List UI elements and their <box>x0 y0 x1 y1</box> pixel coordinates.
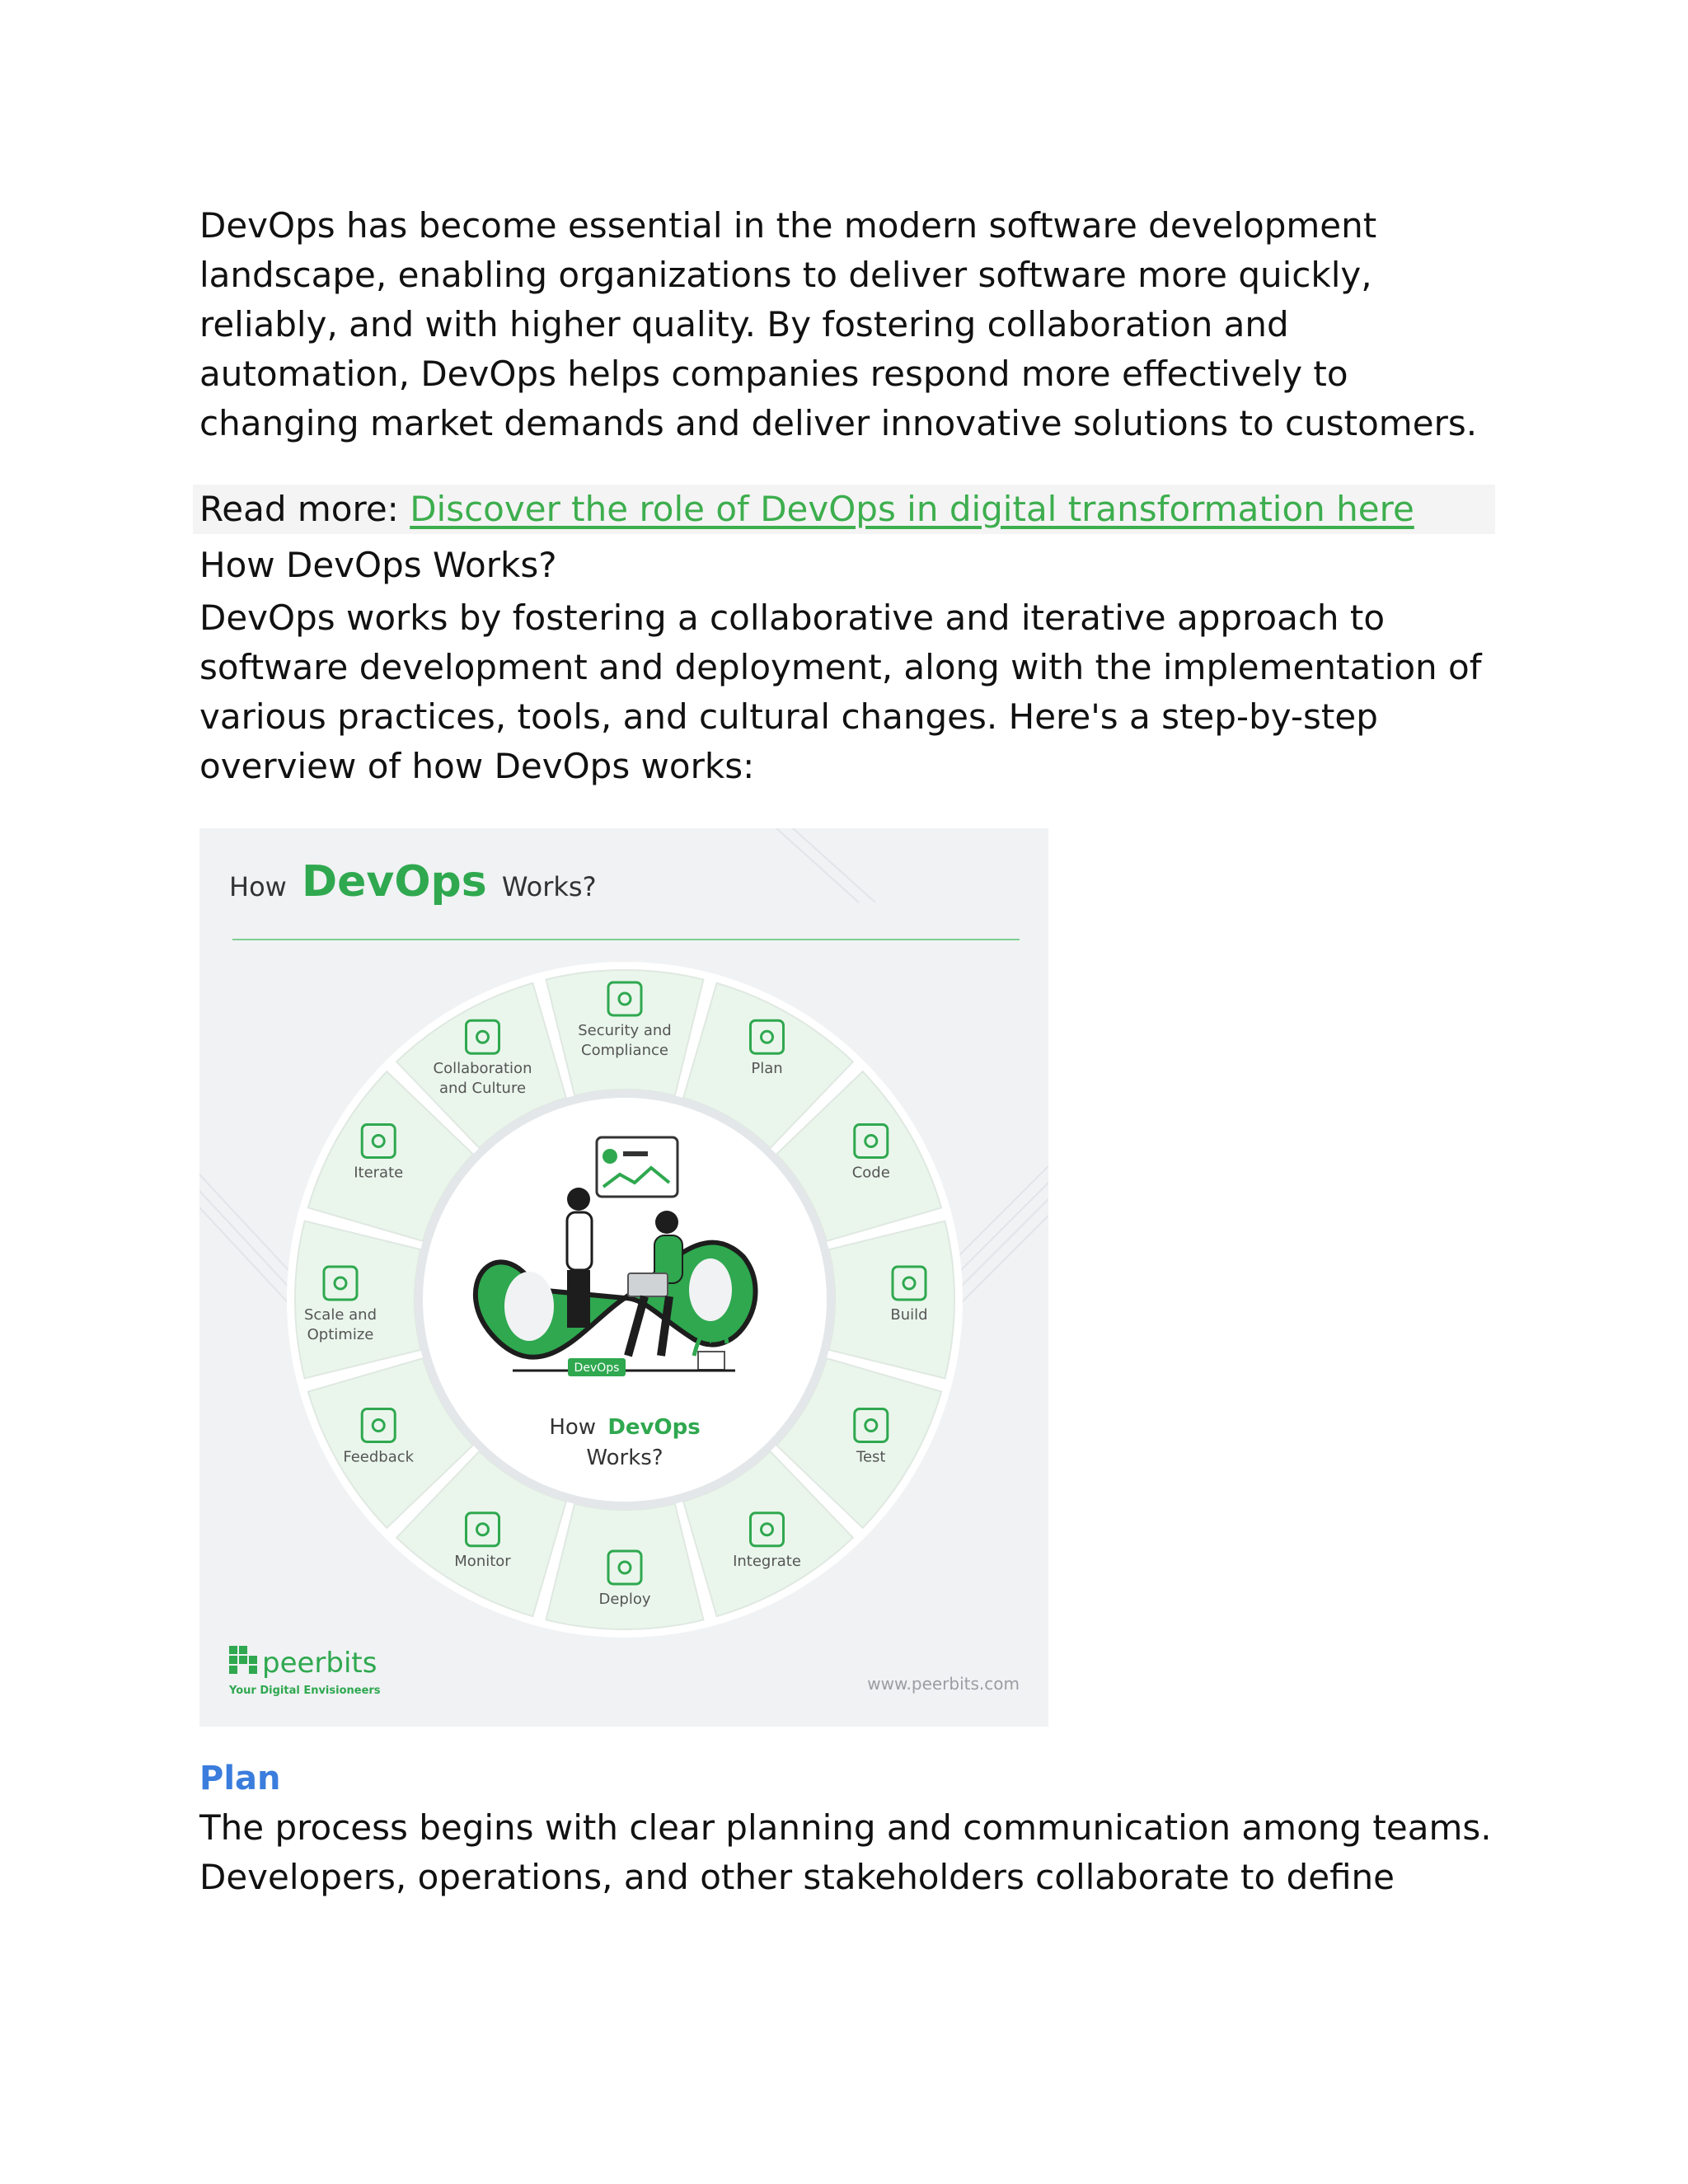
intro-paragraph: DevOps has become essential in the modern software development landscape, enabling organizations to deliver software more quickly, reliably, and with higher quality. By fostering collaboration and automation, DevOps helps companies respond more effectively to changing market demands and deliver innovative solutions to customers. <box>199 205 1478 443</box>
read-more-label: Read more: <box>199 489 410 529</box>
segment-label: Test <box>856 1448 886 1466</box>
svg-text:How DevOps <box>549 1415 700 1440</box>
figure-title-brand: DevOps <box>301 857 487 907</box>
segment-label: Plan <box>751 1060 783 1078</box>
logo-tagline: Your Digital Envisioneers <box>229 1685 381 1697</box>
segment-label: Collaboration <box>433 1060 532 1078</box>
center-title-prefix: How <box>549 1415 597 1440</box>
center-title-brand: DevOps <box>607 1415 701 1440</box>
devops-badge: DevOps <box>574 1361 620 1375</box>
segment-label: Security and <box>578 1022 672 1039</box>
how-devops-paragraph: DevOps works by fostering a collaborative and iterative approach to software development and deployment, along with the implementation of various practices, tools, and cultural changes. Here's a step-by-step overview of how DevOps works: <box>199 598 1482 786</box>
section-heading: How DevOps Works? <box>199 545 557 585</box>
segment-label: Integrate <box>733 1552 801 1570</box>
segment-label-line2: Optimize <box>307 1326 374 1343</box>
plan-heading: Plan <box>199 1760 281 1797</box>
figure-title-prefix: How <box>229 871 287 902</box>
read-more-link[interactable]: Discover the role of DevOps in digital transformation here <box>410 489 1414 529</box>
segment-label: Deploy <box>598 1591 651 1608</box>
ring-segment-scale-and <box>295 1221 420 1379</box>
segment-label: Code <box>851 1164 890 1182</box>
ring-segment-deploy <box>546 1504 704 1629</box>
segment-label: Feedback <box>343 1448 415 1466</box>
segment-label: Build <box>890 1306 928 1324</box>
logo-name: peerbits <box>262 1647 377 1680</box>
ring-segment-build <box>829 1221 954 1379</box>
plan-paragraph: The process begins with clear planning and communication among teams. Developers, operations, and other stakeholders collaborate to define <box>199 1807 1492 1897</box>
segment-label: Scale and <box>303 1306 377 1324</box>
how-devops-works-infographic <box>199 828 1048 1727</box>
center-title-line2: Works? <box>586 1446 663 1470</box>
figure-title-suffix: Works? <box>501 871 597 902</box>
segment-label-line2: and Culture <box>438 1080 527 1098</box>
segment-label-line2: Compliance <box>581 1042 668 1059</box>
segment-label: Iterate <box>354 1164 404 1182</box>
website-url: www.peerbits.com <box>867 1674 1020 1694</box>
segment-label: Monitor <box>454 1552 511 1570</box>
read-more-callout <box>193 485 1495 534</box>
